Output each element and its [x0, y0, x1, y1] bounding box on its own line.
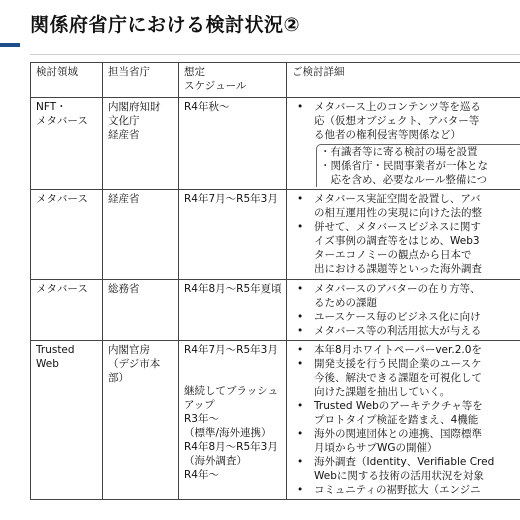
detail-item: • メタバース実証空間を設置し、アバ の相互運用性の実現に向けた法的整 — [292, 192, 520, 220]
detail-item: • 海外の関連団体との連携、国際標準 月頃からサブWGの開催） — [292, 427, 520, 455]
title-divider — [30, 54, 520, 55]
cell-schedule — [179, 98, 287, 190]
schedule-item: R4年～ — [184, 469, 219, 481]
table-row — [31, 341, 520, 500]
detail-item: • メタバースのアバターの在り方等、 るための課題 — [292, 282, 520, 310]
cell-details — [287, 190, 520, 280]
cell-area: NFT・ メタバース — [31, 98, 103, 190]
cell-schedule — [179, 190, 287, 280]
schedule-item: R4年8月～R5年3月 （海外調査） — [184, 441, 278, 467]
schedule-item: R4年8月～R5年夏頃 — [184, 283, 282, 295]
header-area: 検討領域 — [31, 63, 103, 98]
detail-item: • 本年8月ホワイトペーパーver.2.0を — [292, 343, 520, 357]
table-header-row — [31, 63, 520, 98]
cell-details — [287, 341, 520, 500]
sub-item: ・有識者等に寄る検討の場を設置 — [320, 146, 478, 158]
cell-ministry: 内閣府知財 文化庁 経産省 — [103, 98, 179, 190]
cell-area: メタバース — [31, 280, 103, 341]
schedule-item: R4年7月～R5年3月 — [184, 193, 278, 205]
sub-item: ・関係省庁・民間事業者が一体とな — [320, 160, 488, 172]
table-row — [31, 280, 520, 341]
table-row — [31, 98, 520, 190]
schedule-item: 継続してブラッシュ アップ — [184, 385, 279, 411]
page-title: 関係府省庁における検討状況② — [30, 14, 301, 36]
detail-item: • 海外調査（Identity、Verifiable Cred Webに関する技術の活用状況を対象 — [292, 455, 520, 483]
detail-item: • コミュニティの裾野拡大（エンジニ — [292, 483, 520, 497]
schedule-item: R4年7月～R5年3月 — [184, 344, 278, 356]
cell-ministry: 総務省 — [103, 280, 179, 341]
cell-details — [287, 98, 520, 190]
detail-item: • Trusted Webのアーキテクチャ等を プロトタイプ検証を踏まえ、4機能 — [292, 399, 520, 427]
table-row — [31, 190, 520, 280]
detail-item: • 併せて、メタバースビジネスに関す イズ事例の調査等をはじめ、Web3 ターエコノミーの観点から日本で 出における課題等といった海外調査 — [292, 220, 520, 276]
detail-subbox — [316, 144, 520, 187]
cell-ministry: 経産省 — [103, 190, 179, 280]
title-accent-bar — [0, 43, 20, 47]
header-schedule: 想定 スケジュール — [179, 63, 287, 98]
study-status-table — [30, 62, 520, 500]
cell-area: メタバース — [31, 190, 103, 280]
cell-area: Trusted Web — [31, 341, 103, 500]
cell-details — [287, 280, 520, 341]
header-ministry: 担当省庁 — [103, 63, 179, 98]
cell-ministry: 内閣官房 （デジ市本部） — [103, 341, 179, 500]
cell-schedule — [179, 280, 287, 341]
schedule-item: R3年～ （標準/海外連携） — [184, 413, 272, 439]
header-details: ご検討詳細 — [287, 63, 520, 98]
detail-item: • メタバース等の利活用拡大が与える — [292, 324, 520, 338]
sub-item: 応を含め、必要なルール整備につ — [320, 174, 488, 186]
detail-item: • ユースケース毎のビジネス化に向け — [292, 310, 520, 324]
detail-item: • 開発支援を行う民間企業のユースケ 今後、解決できる課題を可視化して 向けた課題を抽出していく。 — [292, 357, 520, 399]
detail-item: • メタバース上のコンテンツ等を巡る 応（仮想オブジェクト、アバター等 る他者の権利侵害等関係など） — [292, 100, 520, 142]
schedule-item: R4年秋～ — [184, 101, 230, 113]
schedule-gap — [184, 357, 281, 384]
cell-schedule — [179, 341, 287, 500]
